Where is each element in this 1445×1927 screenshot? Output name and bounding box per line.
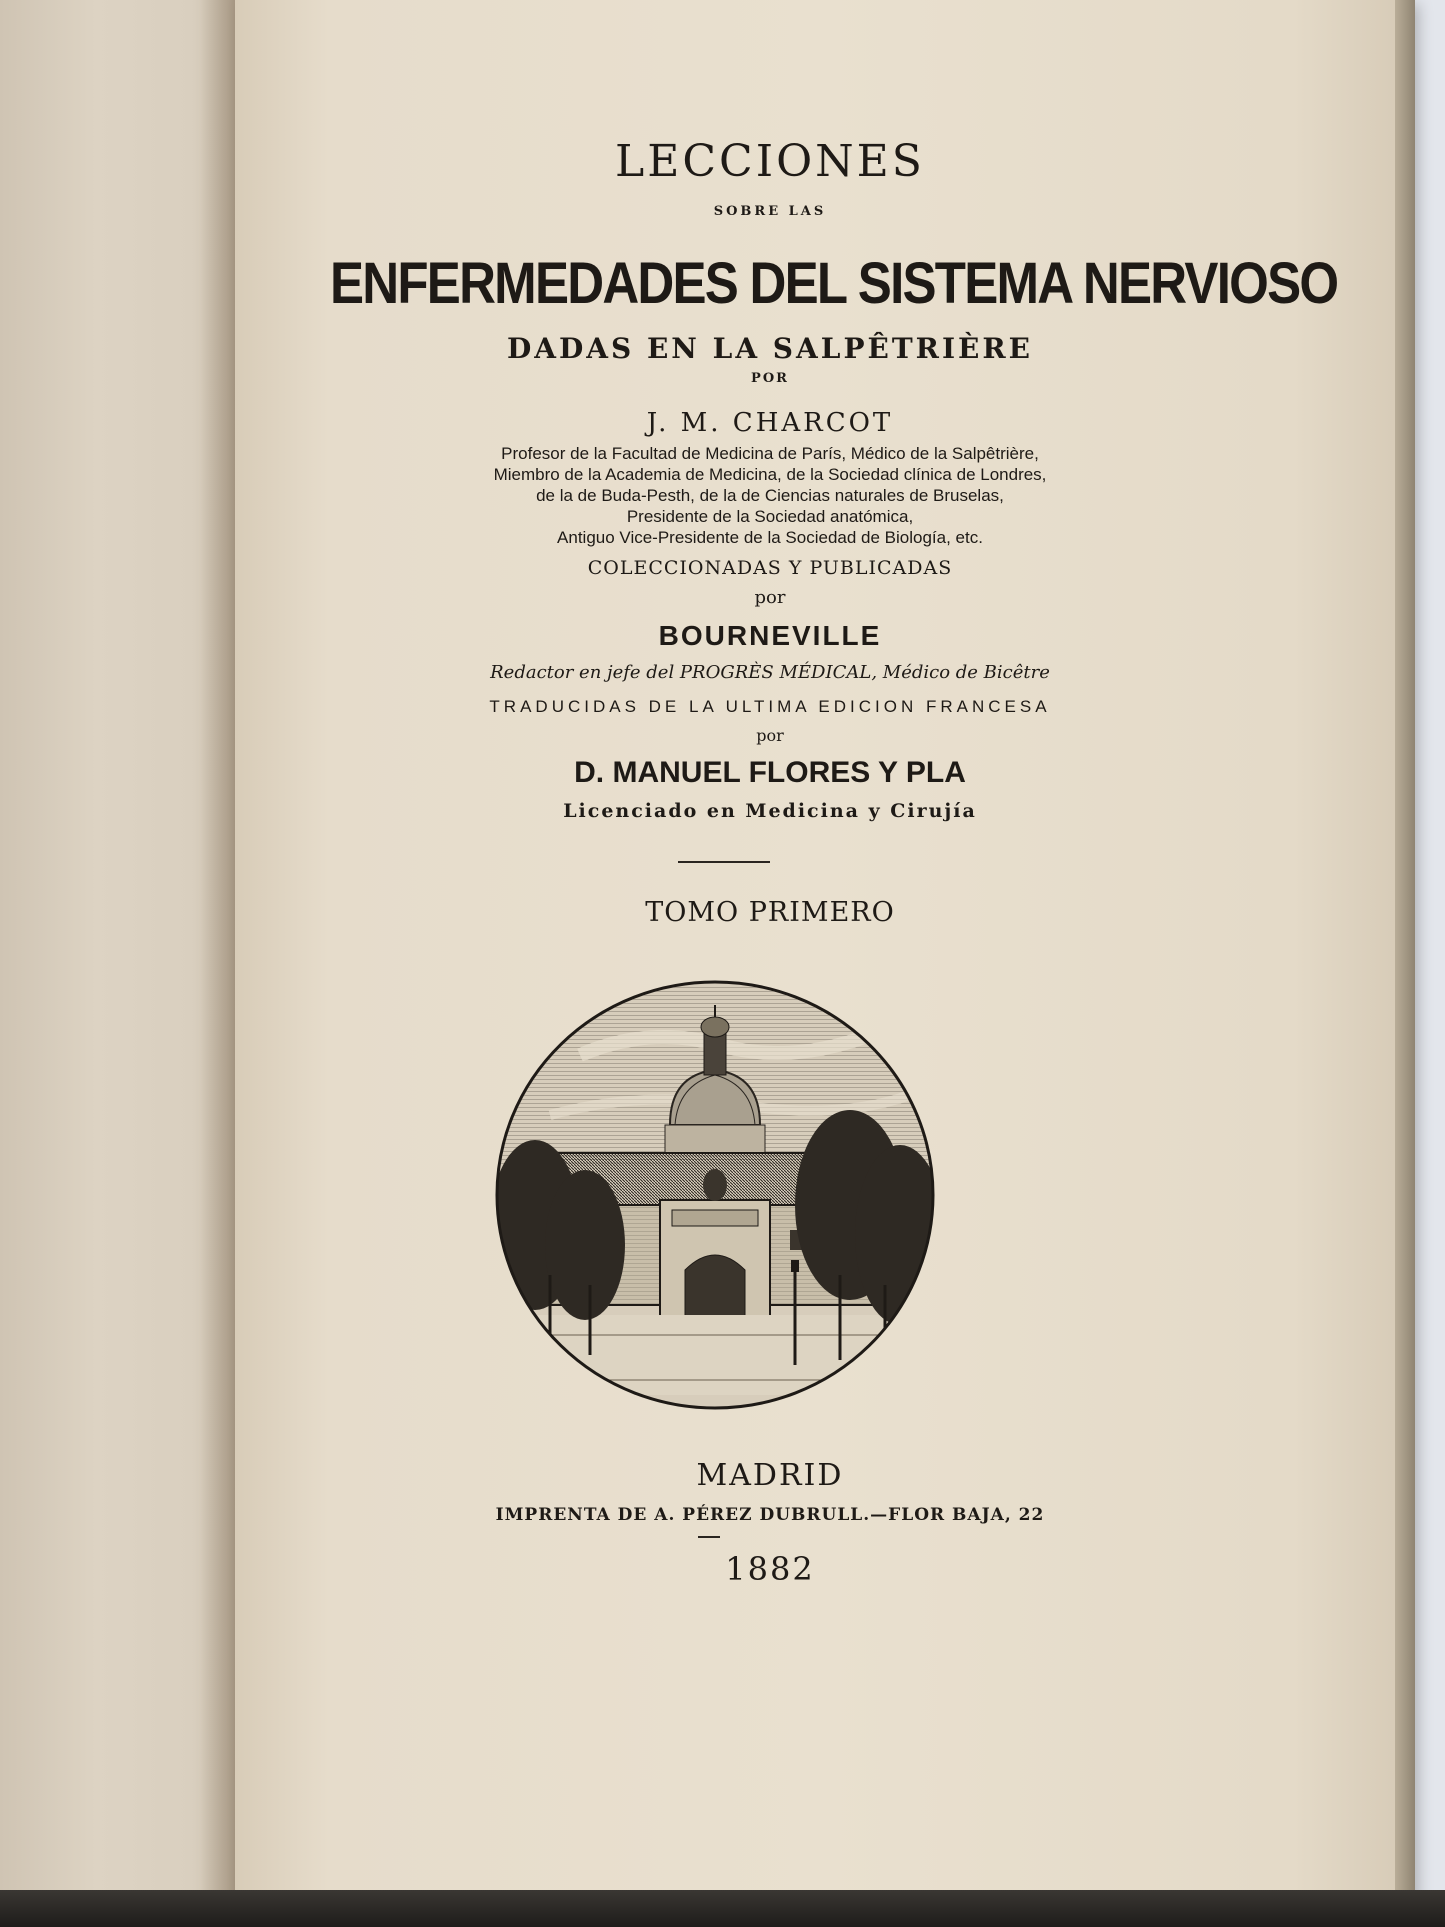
por-label: por — [754, 587, 786, 608]
editor-role: Redactor en jefe del PROGRÈS MÉDICAL, Médico de Bicêtre — [490, 662, 1050, 683]
volume-label: TOMO PRIMERO — [645, 897, 895, 928]
author-credential: Profesor de la Facultad de Medicina de París, Médico de la Salpêtrière, — [501, 444, 1039, 463]
year: 1882 — [725, 1550, 815, 1588]
editor-name: BOURNEVILLE — [658, 620, 882, 651]
por-label: POR — [751, 371, 789, 386]
page-edge — [1395, 0, 1415, 1927]
printer-line: IMPRENTA DE A. PÉREZ DUBRULL.—FLOR BAJA, 22 — [495, 1505, 1045, 1525]
collected-line: COLECCIONADAS Y PUBLICADAS — [587, 557, 953, 579]
city: MADRID — [696, 1458, 844, 1493]
subtitle: DADAS EN LA SALPÊTRIÈRE — [506, 332, 1033, 365]
translator-role: Licenciado en Medicina y Cirujía — [563, 800, 977, 822]
salpetriere-engraving — [490, 975, 940, 1415]
title-lecciones: LECCIONES — [615, 136, 925, 187]
title-sobre-las: SOBRE LAS — [713, 204, 827, 219]
divider-rule — [678, 861, 770, 863]
por-label: por — [756, 726, 784, 745]
author-credential: de la de Buda-Pesth, de la de Ciencias naturales de Bruselas, — [536, 486, 1004, 505]
book-cover-edge — [0, 1890, 1445, 1927]
title-page-content — [270, 0, 1338, 1890]
author-credential: Antiguo Vice-Presidente de la Sociedad de Biología, etc. — [557, 528, 983, 547]
author-name: J. M. CHARCOT — [646, 408, 894, 438]
main-title: ENFERMEDADES DEL SISTEMA NERVIOSO — [330, 251, 1338, 316]
author-credential: Presidente de la Sociedad anatómica, — [626, 507, 914, 526]
translator-name: D. MANUEL FLORES Y PLA — [574, 756, 966, 789]
author-credential: Miembro de la Academia de Medicina, de la Sociedad clínica de Londres, — [493, 465, 1047, 484]
translated-line: TRADUCIDAS DE LA ULTIMA EDICION FRANCESA — [489, 697, 1051, 716]
divider-rule-small — [698, 1536, 720, 1538]
